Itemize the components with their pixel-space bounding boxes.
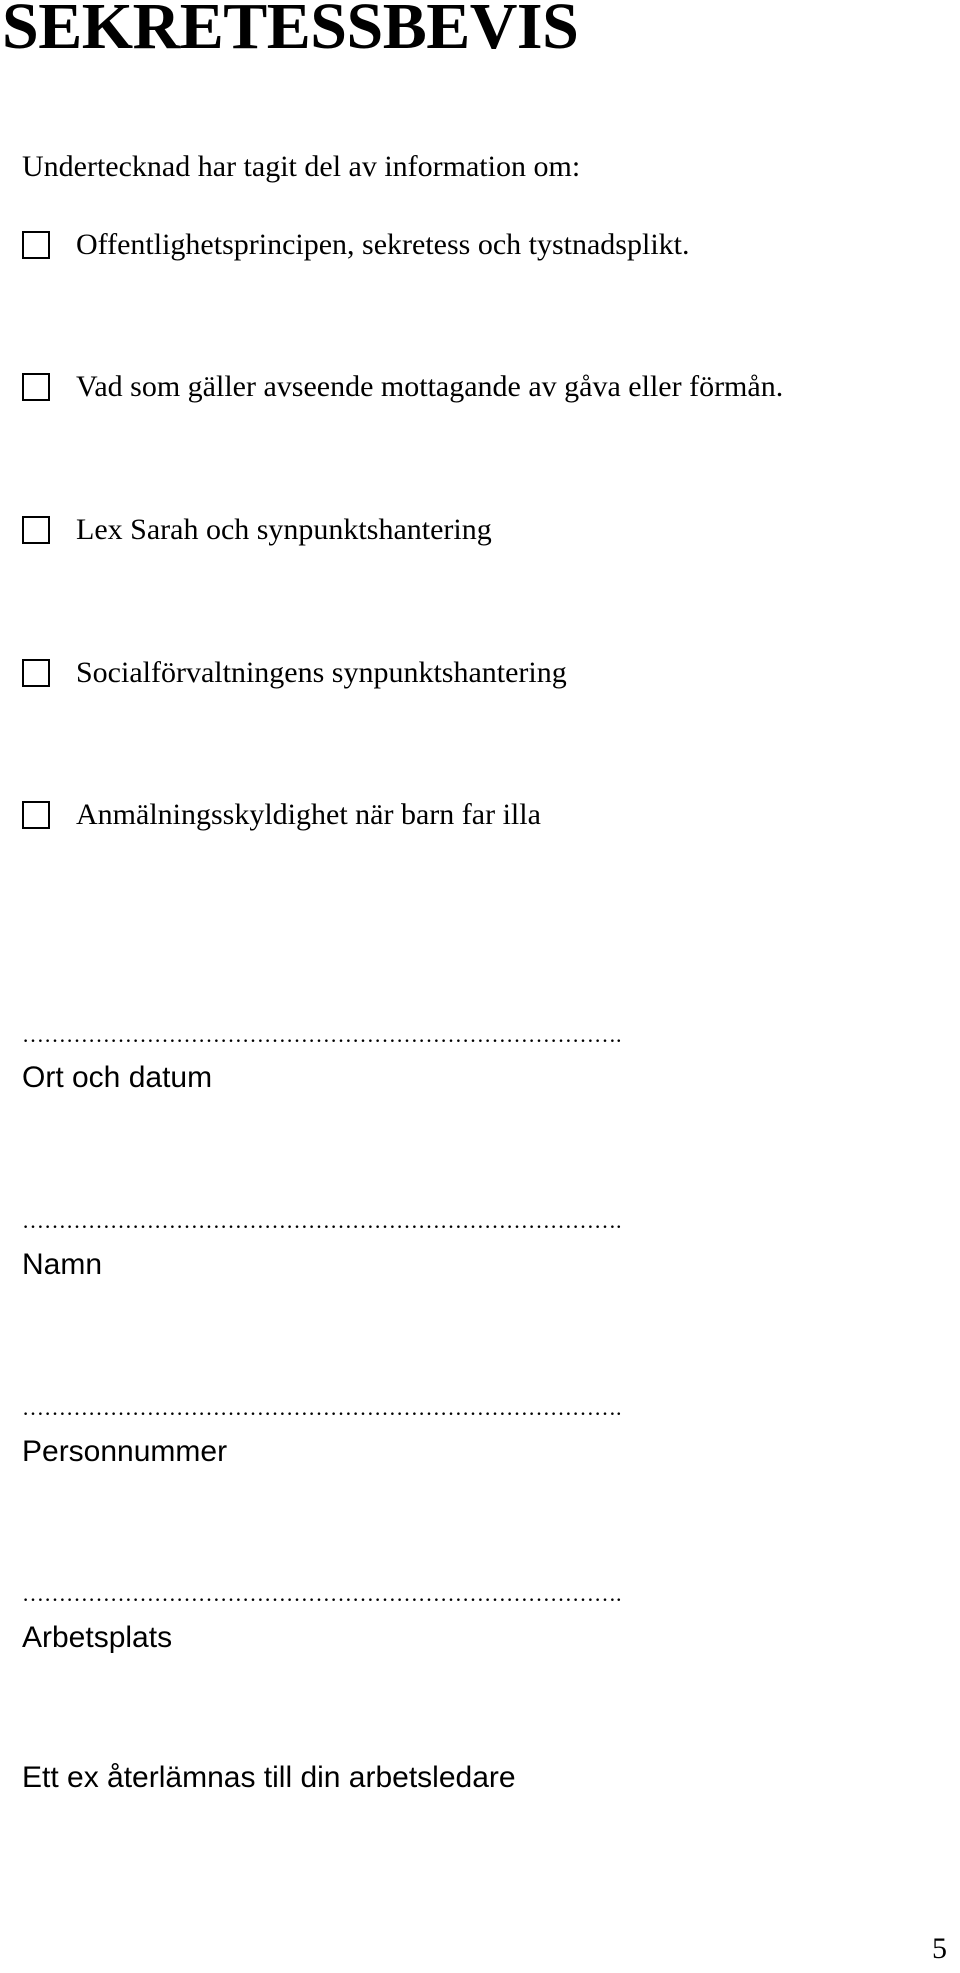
signature-line-personnummer[interactable]: ………………………………………………………………………. <box>22 1395 622 1420</box>
checklist-item-label: Socialförvaltningens synpunktshantering <box>76 656 567 689</box>
checkbox[interactable] <box>22 801 50 829</box>
checklist-item-label: Lex Sarah och synpunktshantering <box>76 513 492 546</box>
checkbox[interactable] <box>22 659 50 687</box>
page-number: 5 <box>932 1932 947 1965</box>
signature-line-ort-datum[interactable]: ………………………………………………………………………. <box>22 1022 622 1047</box>
field-label-personnummer: Personnummer <box>22 1435 228 1468</box>
checklist-item-lex-sarah[interactable] <box>22 513 492 547</box>
field-label-ort-datum: Ort och datum <box>22 1061 213 1094</box>
checklist-item-label: Offentlighetsprincipen, sekretess och tystnadsplikt. <box>76 228 690 261</box>
signature-line-namn[interactable]: ………………………………………………………………………. <box>22 1208 622 1233</box>
checklist-item-synpunktshantering[interactable] <box>22 656 567 690</box>
checklist-item-gava-formaner[interactable] <box>22 370 783 404</box>
document-title: SEKRETESSBEVIS <box>2 0 579 63</box>
field-label-namn: Namn <box>22 1248 103 1281</box>
checklist-item-offentlighetsprincipen[interactable] <box>22 228 690 262</box>
checkbox[interactable] <box>22 231 50 259</box>
signature-line-arbetsplats[interactable]: ………………………………………………………………………. <box>22 1581 622 1606</box>
field-label-arbetsplats: Arbetsplats <box>22 1621 173 1654</box>
checklist-item-label: Vad som gäller avseende mottagande av gåva eller förmån. <box>76 370 784 403</box>
intro-text: Undertecknad har tagit del av information om: <box>22 150 581 183</box>
checkbox[interactable] <box>22 373 50 401</box>
checklist-item-label: Anmälningsskyldighet när barn far illa <box>76 798 541 831</box>
checkbox[interactable] <box>22 516 50 544</box>
return-instruction: Ett ex återlämnas till din arbetsledare <box>22 1761 516 1794</box>
checklist-item-anmalningsskyldighet[interactable] <box>22 798 541 832</box>
